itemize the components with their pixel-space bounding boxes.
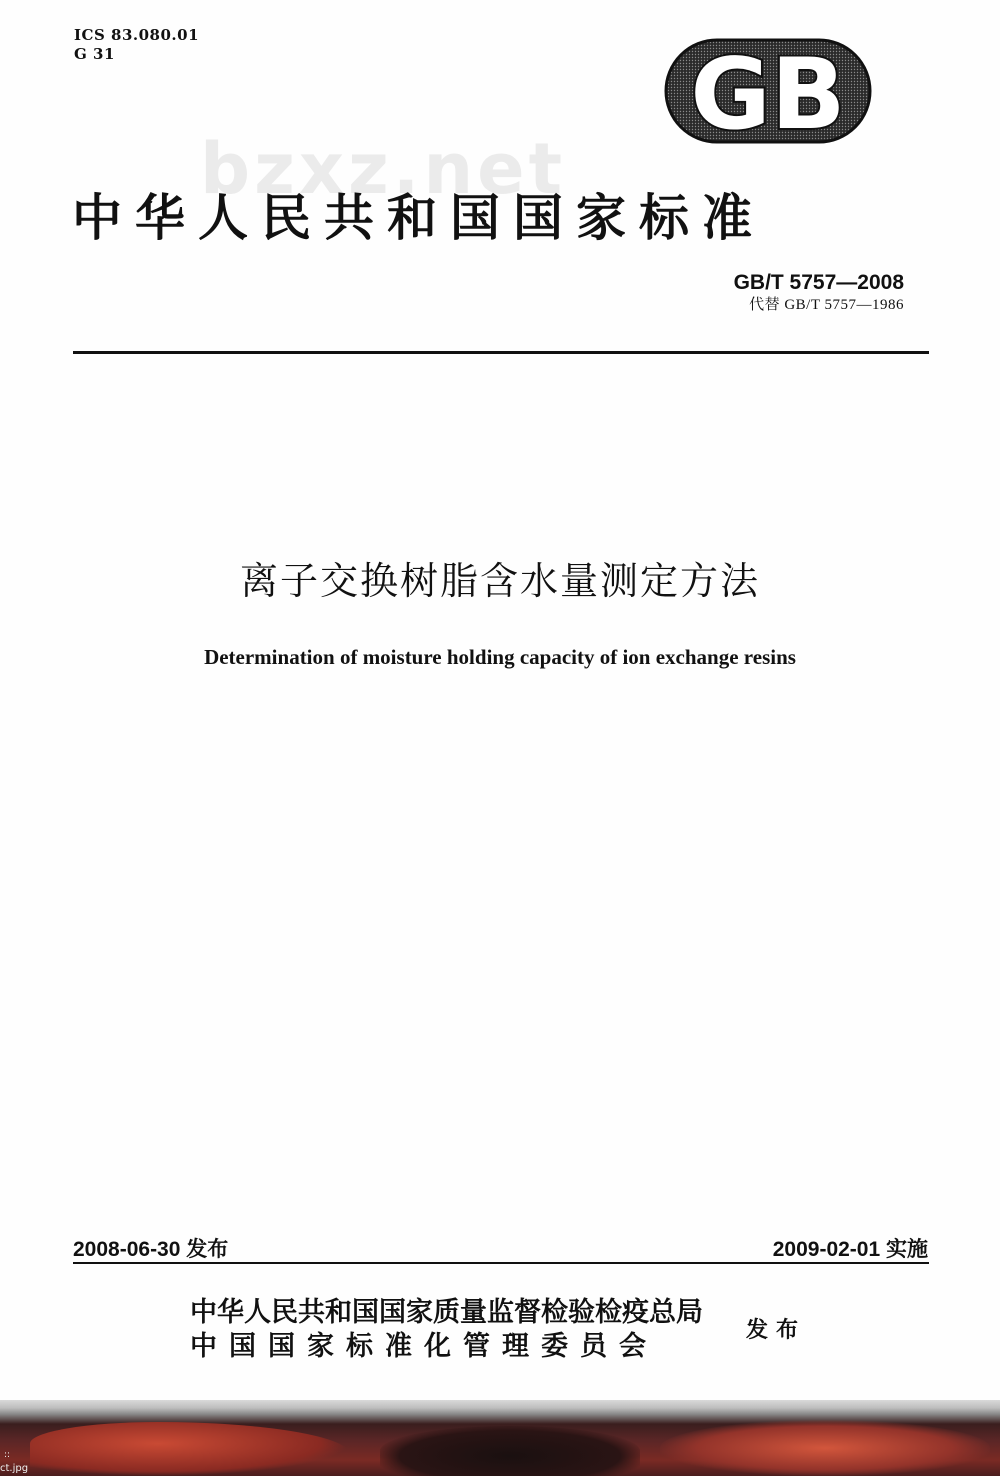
ccs-code: G 31 — [74, 45, 115, 63]
classification-codes — [74, 26, 199, 64]
file-name-label[interactable]: ct.jpg — [0, 1463, 29, 1474]
watermark: bzxz.net — [200, 128, 567, 210]
top-divider — [73, 351, 929, 354]
image-viewer-background — [0, 1400, 1000, 1476]
issue-label: 发布 — [746, 1317, 807, 1343]
issuer-line-1: 中华人民共和国国家质量监督检验检疫总局 — [190, 1297, 703, 1328]
drag-handle-icon[interactable]: :: — [4, 1450, 11, 1460]
issuing-authorities — [190, 1296, 703, 1364]
gb-logo-text: GB — [690, 38, 846, 144]
background-shape — [30, 1422, 350, 1476]
publish-date: 2008-06-30 发布 — [73, 1238, 229, 1261]
gb-logo — [664, 38, 872, 144]
replaces-standard: 代替 GB/T 5757—1986 — [749, 297, 904, 313]
national-standard-heading: 中华人民共和国国家标准 — [72, 188, 765, 247]
document-title-english: Determination of moisture holding capacity of ion exchange resins — [204, 645, 796, 669]
standard-number-block — [734, 270, 904, 314]
implementation-date: 2009-02-01 实施 — [772, 1238, 928, 1261]
background-shape — [380, 1426, 640, 1476]
standard-number: GB/T 5757—2008 — [733, 271, 904, 294]
bottom-divider — [73, 1262, 929, 1264]
document-title-chinese: 离子交换树脂含水量测定方法 — [239, 559, 760, 603]
ics-code: ICS 83.080.01 — [74, 26, 200, 44]
background-shape — [660, 1420, 990, 1476]
issuer-line-2: 中国国家标准化管理委员会 — [190, 1331, 658, 1362]
